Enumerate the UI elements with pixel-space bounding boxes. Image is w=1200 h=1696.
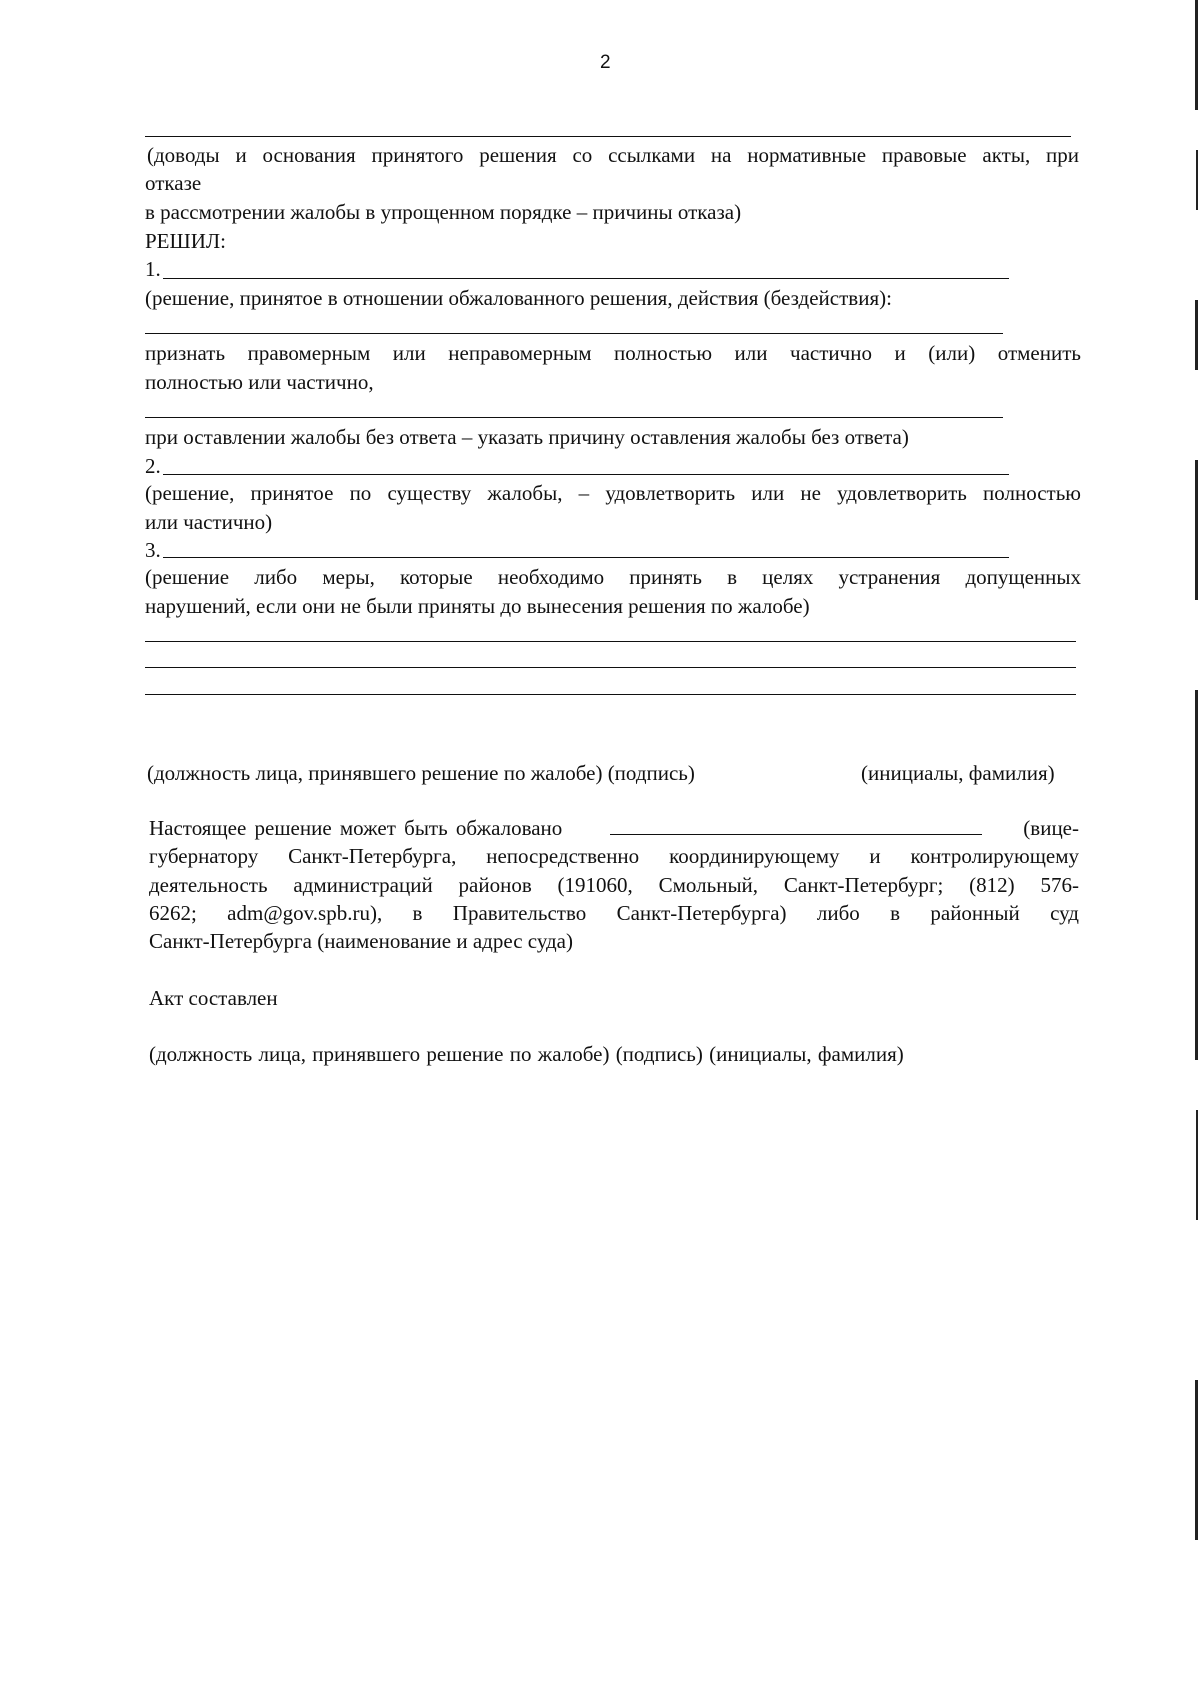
appeal-text-start: Настоящее решение может быть обжаловано (149, 816, 563, 840)
scan-edge-mark (1196, 150, 1198, 210)
item-1-caption: (решение, принятое в отношении обжалованного решения, действия (бездействия): (145, 286, 892, 310)
appeal-line: деятельность администраций районов (191060, Смольный, Санкт-Петербург; (812) 576- (149, 873, 1079, 897)
blank-fill-line (145, 641, 1076, 642)
appeal-authority-blank (610, 816, 982, 835)
page-number: 2 (600, 52, 611, 73)
item-1-subcaption-line: признать правомерным или неправомерным полностью или частично и (или) отменить (145, 341, 1081, 365)
blank-fill-line (145, 694, 1076, 695)
item-1-subcaption-2: при оставлении жалобы без ответа – указать причину оставления жалобы без ответа) (145, 425, 909, 449)
signature-caption-2: (должность лица, принявшего решение по жалобе) (подпись) (инициалы, фамилия) (149, 1042, 904, 1066)
item-2-caption-line: (решение, принятое по существу жалобы, – удовлетворить или не удовлетворить полностью (145, 481, 1081, 505)
scan-edge-mark (1195, 300, 1198, 370)
scan-edge-mark (1195, 690, 1198, 1060)
item-1-fill-line (163, 278, 1009, 279)
header-caption-line: (доводы и основания принятого решения со ссылками на нормативные правовые акты, при (147, 143, 1079, 167)
item-2-caption-line: или частично) (145, 510, 273, 534)
top-fill-line (145, 136, 1071, 137)
scan-edge-mark (1195, 1380, 1198, 1540)
item-3-line (145, 536, 161, 564)
item-1-line (145, 255, 161, 283)
item-3-caption-line: (решение либо меры, которые необходимо принять в целях устранения допущенных (145, 565, 1081, 589)
item-number: 3. (145, 538, 161, 562)
blank-fill-line (145, 667, 1076, 668)
appeal-line: Санкт-Петербурга (наименование и адрес суда) (149, 929, 573, 953)
act-compiled-label: Акт составлен (149, 986, 278, 1010)
scan-edge-mark (1196, 1110, 1198, 1220)
appeal-text-end: (вице- (1023, 816, 1079, 840)
signature-name-caption: (инициалы, фамилия) (861, 761, 1055, 785)
appeal-line: губернатору Санкт-Петербурга, непосредственно координирующему и контролирующему (149, 844, 1079, 868)
item-3-caption-line: нарушений, если они не были приняты до вынесения решения по жалобе) (145, 594, 810, 618)
scan-edge-mark (1195, 0, 1198, 110)
decided-label: РЕШИЛ: (145, 229, 226, 253)
item-number: 2. (145, 454, 161, 478)
appeal-first-line (149, 814, 1079, 842)
item-number: 1. (145, 257, 161, 281)
item-2-line (145, 452, 161, 480)
item-1-subfill-line-2 (145, 417, 1003, 418)
item-2-fill-line (163, 474, 1009, 475)
item-3-fill-line (163, 557, 1009, 558)
signature-position-caption: (должность лица, принявшего решение по жалобе) (подпись) (147, 761, 695, 785)
item-1-subfill-line (145, 333, 1003, 334)
header-caption-line: в рассмотрении жалобы в упрощенном порядке – причины отказа) (145, 200, 742, 224)
scan-edge-mark (1195, 460, 1198, 600)
item-1-subcaption-line: полностью или частично, (145, 370, 374, 394)
appeal-line: 6262; adm@gov.spb.ru), в Правительство Санкт-Петербурга) либо в районный суд (149, 901, 1079, 925)
header-caption-line: отказе (145, 171, 202, 195)
